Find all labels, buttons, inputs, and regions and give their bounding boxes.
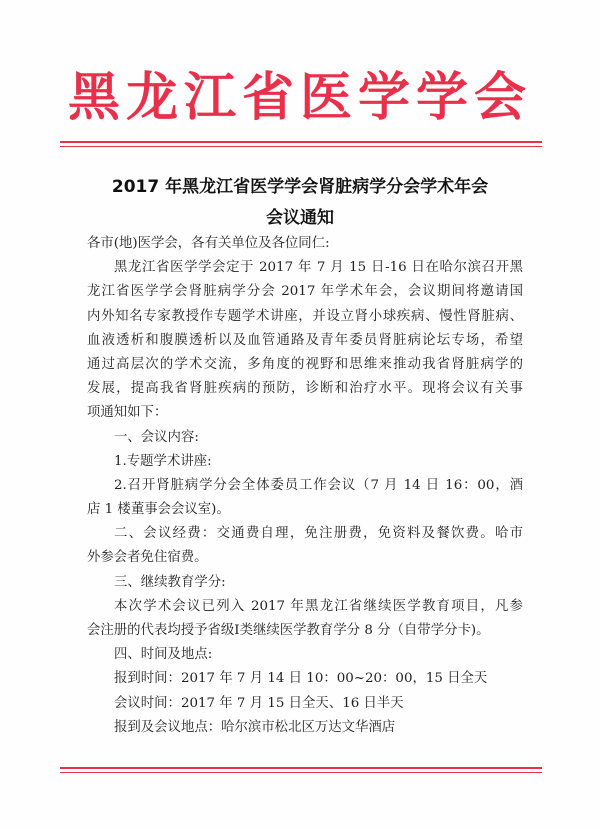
intro-line: 内外知名专家教授作专题学术讲座，并设立肾小球疾病、慢性肾脏病、 (87, 308, 523, 324)
meeting-time: 会议时间：2017 年 7 月 15 日全天、16 日半天 (114, 695, 404, 711)
section2-line: 外参会者免住宿费。 (87, 550, 208, 566)
section4-heading: 四、时间及地点: (114, 647, 213, 663)
intro-line: 通过高层次的学术交流，多角度的视野和思维来推动我省肾脏病学的 (87, 356, 523, 372)
intro-line: 项通知如下： (87, 405, 168, 421)
salutation: 各市(地)医学会，各有关单位及各位同仁: (87, 236, 330, 251)
section3-heading: 三、继续教育学分: (114, 574, 226, 590)
org-masthead: 黑龙江省医学学会 (67, 67, 532, 128)
footer-rule-thin (60, 772, 542, 773)
intro-line: 发展，提高我省肾脏疾病的预防，诊断和治疗水平。现将会议有关事 (87, 381, 523, 397)
registration-time: 报到时间：2017 年 7 月 14 日 10：00~20：00，15 日全天 (114, 671, 488, 687)
section1-item2-line: 2.召开肾脏病学分会全体委员工作会议（7 月 14 日 16：00，酒 (114, 477, 523, 493)
section3-line: 会注册的代表均授予省级Ⅰ类继续医学教育学分 8 分（自带学分卡)。 (87, 623, 490, 638)
intro-line: 血液透析和腹膜透析以及血管通路及青年委员肾脏病论坛专场，希望 (87, 332, 523, 348)
section3-line: 本次学术会议已列入 2017 年黑龙江省继续医学教育项目，凡参 (114, 598, 523, 614)
section2-line: 二、会议经费：交通费自理，免注册费，免资料及餐饮费。哈市 (114, 526, 523, 542)
document-title: 2017 年黑龙江省医学学会肾脏病学分会学术年会 (111, 177, 489, 197)
header-rule-thick (60, 141, 542, 143)
intro-line: 龙江省医学学会肾脏病学分会 2017 年学术年会，会议期间将邀请国 (87, 284, 523, 300)
intro-line: 黑龙江省医学学会定于 2017 年 7 月 15 日-16 日在哈尔滨召开黑 (114, 260, 523, 276)
section1-item2-line: 店 1 楼董事会会议室)。 (87, 502, 230, 518)
venue: 报到及会议地点：哈尔滨市松北区万达文华酒店 (114, 719, 396, 735)
section1-heading: 一、会议内容: (114, 429, 199, 445)
document-body (87, 232, 523, 740)
header-rule-thin (60, 146, 542, 147)
footer-rule-thick (60, 767, 542, 769)
section1-item1: 1.专题学术讲座: (114, 453, 212, 469)
document-subtitle: 会议通知 (266, 208, 334, 228)
